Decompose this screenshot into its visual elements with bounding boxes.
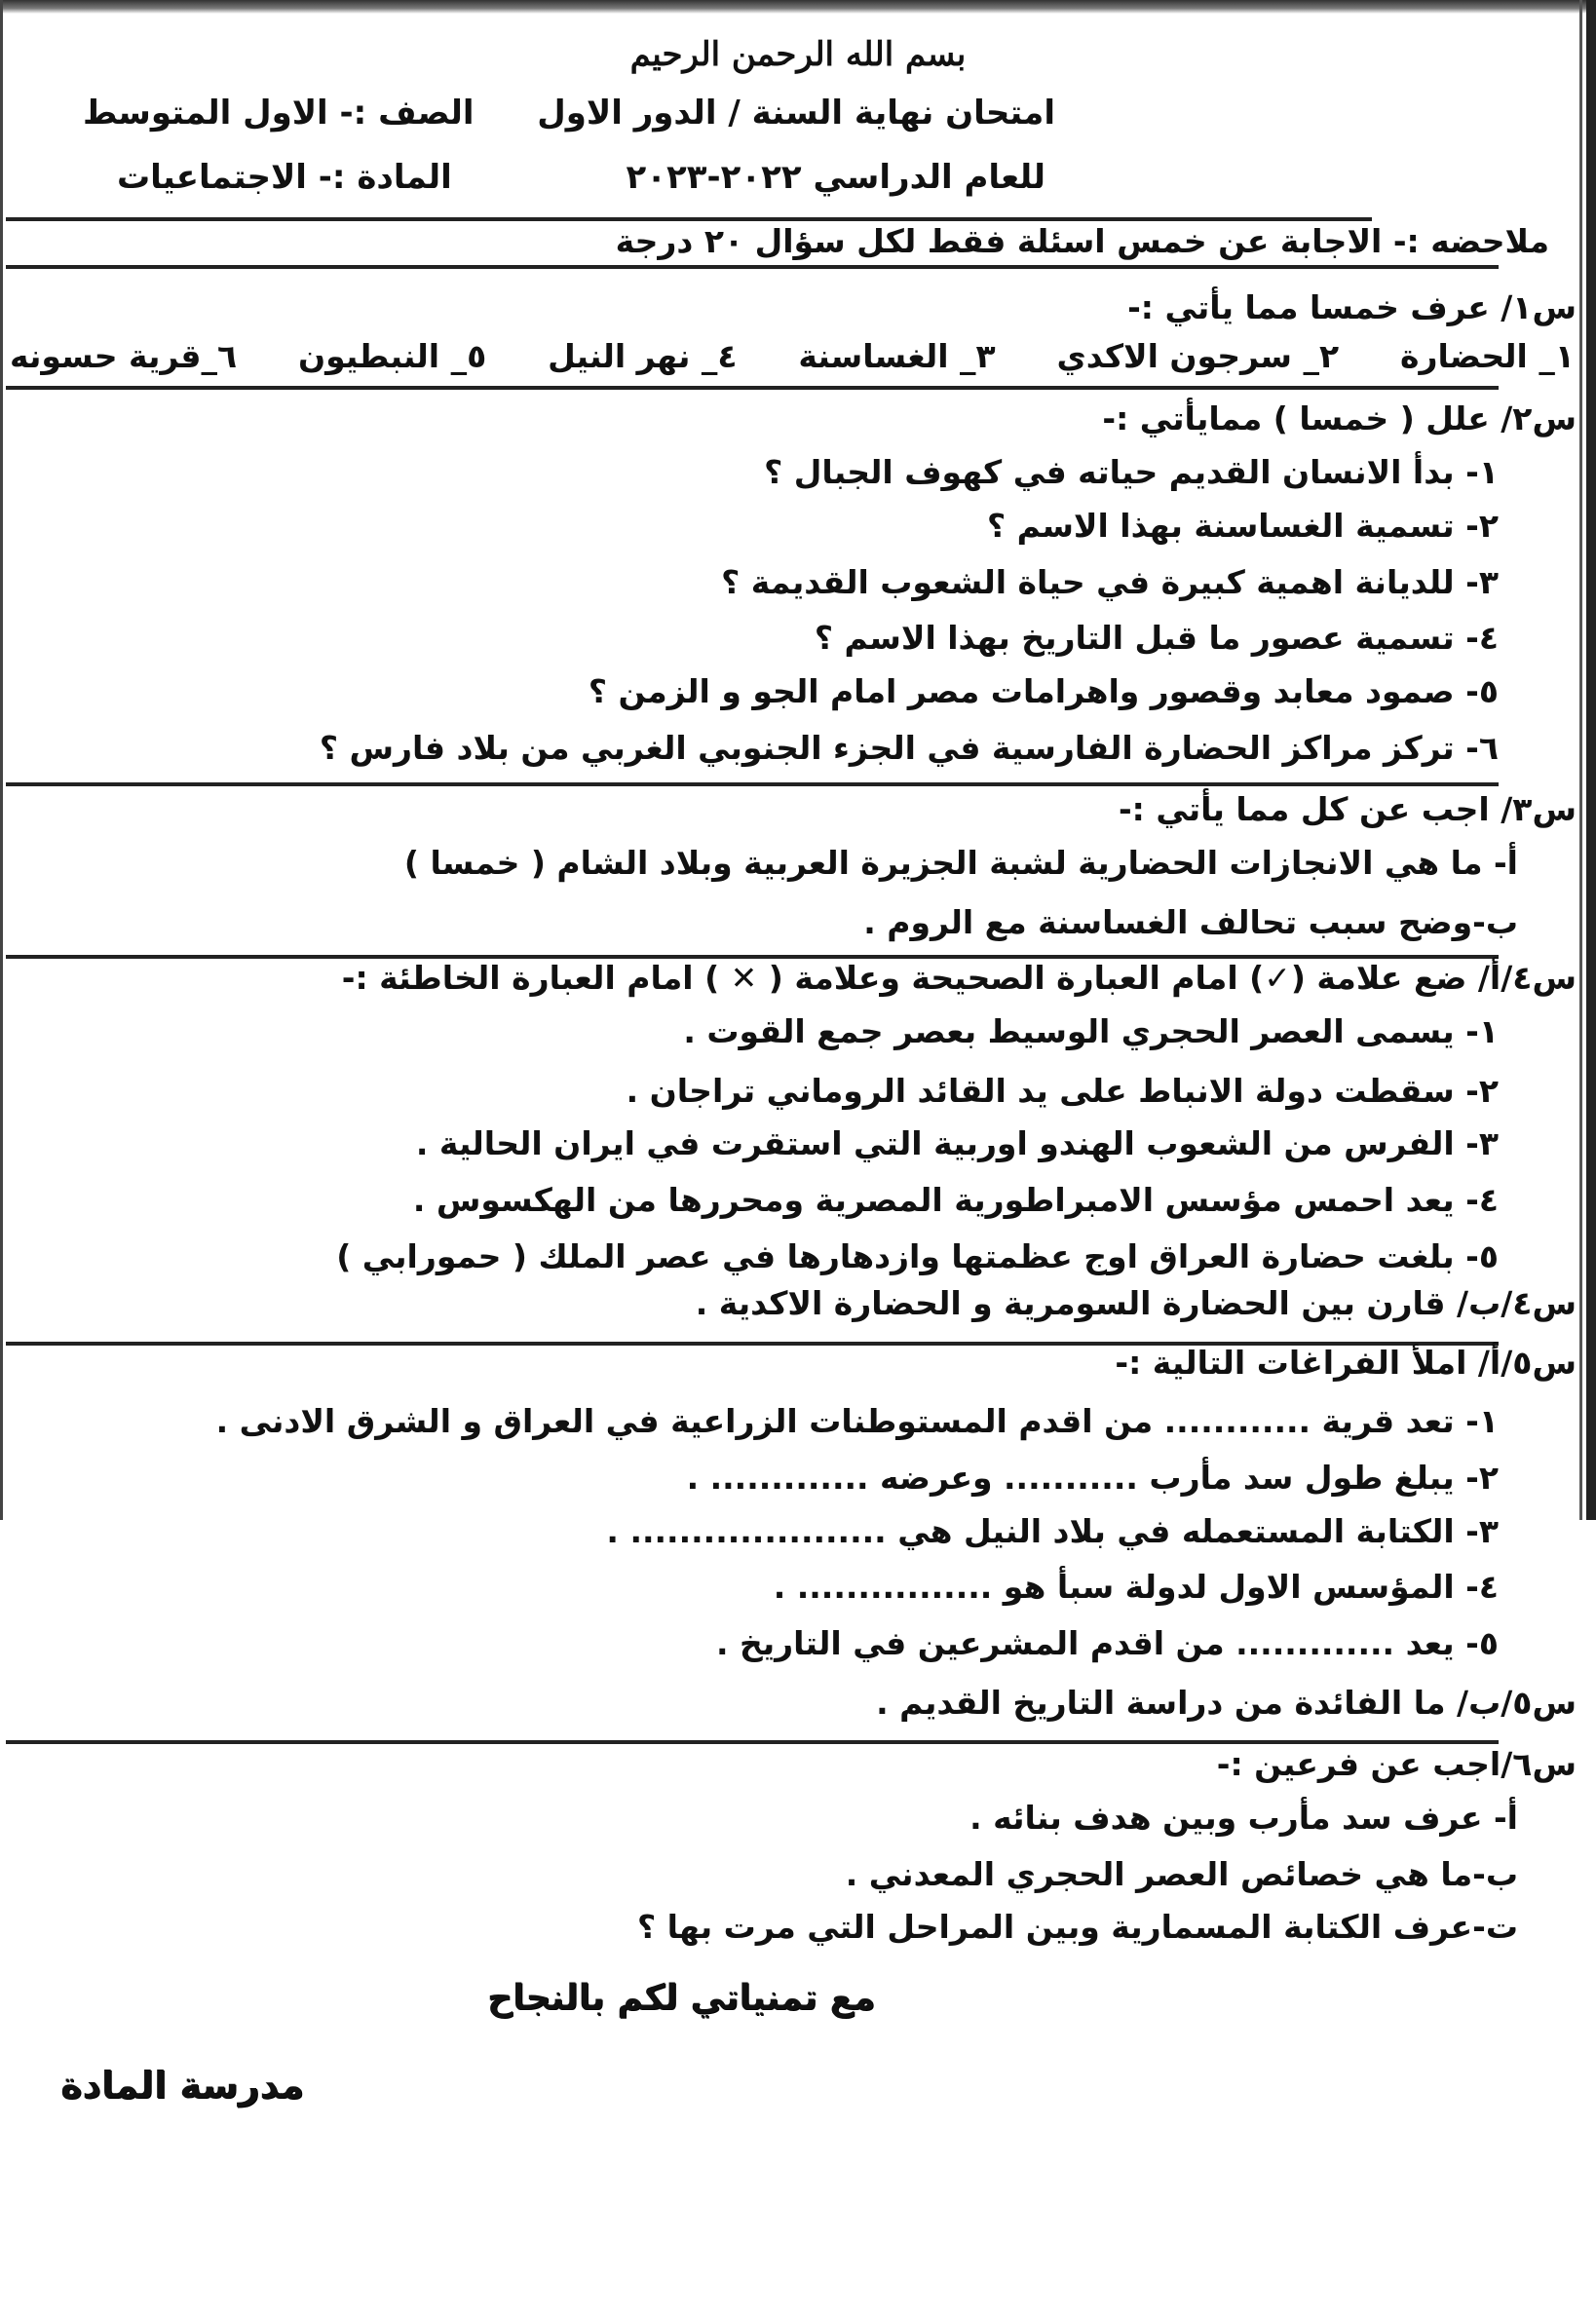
q2-item: ١- بدأ الانسان القديم حياته في كهوف الجبال ؟ [764,453,1499,491]
teacher-signature: مدرسة المادة [60,2064,304,2107]
page-frame-left [0,0,3,1520]
q4-item: ٣- الفرس من الشعوب الهندو اوربية التي استقرت في ايران الحالية . [415,1124,1499,1162]
q1-item: ٤_ نهر النيل [548,337,738,375]
page-frame-top [0,0,1596,14]
divider [6,386,1499,390]
q1-item: ٥_ النبطيون [297,337,487,375]
basmala: بسم الله الرحمن الرحيم [629,35,967,74]
page-frame-right-inner [1579,0,1582,1520]
page-frame-right [1586,0,1596,1520]
q1-item: ١_ الحضارة [1399,337,1575,375]
divider [6,217,1372,221]
q2-item: ٣- للديانة اهمية كبيرة في حياة الشعوب القديمة ؟ [721,563,1499,601]
divider [6,265,1499,269]
q6-item: ت-عرف الكتابة المسمارية وبين المراحل التي مرت بها ؟ [636,1908,1518,1946]
divider [6,1740,1499,1744]
q3-item: ب-وضح سبب تحالف الغساسنة مع الروم . [863,903,1518,941]
grade: الصف :- الاول المتوسط [83,94,475,133]
q2-heading: س٢/ علل ( خمسا ) ممايأتي :- [1102,399,1577,437]
q6-item: أ- عرف سد مأرب وبين هدف بنائه . [969,1799,1518,1837]
q5-item: ١- تعد قرية ............ من اقدم المستوطنات الزراعية في العراق و الشرق الادنى . [215,1402,1499,1440]
q3-heading: س٣/ اجب عن كل مما يأتي :- [1118,790,1577,828]
q1-item: ٦_قرية حسونه [10,337,238,375]
q1-item: ٢_ سرجون الاكدي [1056,337,1340,375]
q6-heading: س٦/اجب عن فرعين :- [1216,1745,1577,1783]
closing-wishes: مع تمنياتي لكم بالنجاح [487,1978,876,2018]
q5-item: ٤- المؤسس الاول لدولة سبأ هو ................ . [773,1568,1499,1606]
q2-item: ٦- تركز مراكز الحضارة الفارسية في الجزء الجنوبي الغربي من بلاد فارس ؟ [319,729,1499,767]
q6-item: ب-ما هي خصائص العصر الحجري المعدني . [845,1855,1518,1893]
q5-item: ٥- يعد ............. من اقدم المشرعين في التاريخ . [715,1624,1499,1662]
q4-part-b: س٤/ب/ قارن بين الحضارة السومرية و الحضارة الاكدية . [695,1284,1577,1322]
q4-heading: س٤/أ/ ضع علامة (✓) امام العبارة الصحيحة وعلامة ( ✕ ) امام العبارة الخاطئة :- [341,959,1577,997]
q5-heading: س٥/أ/ املأ الفراغات التالية :- [1115,1344,1577,1382]
q1-heading: س١/ عرف خمسا مما يأتي :- [1127,288,1577,326]
q5-item: ٢- يبلغ طول سد مأرب ........... وعرضه ............. . [686,1459,1499,1497]
q5-item: ٣- الكتابة المستعمله في بلاد النيل هي ..................... . [606,1512,1499,1550]
q4-item: ٥- بلغت حضارة العراق اوج عظمتها وازدهارها في عصر الملك ( حمورابي ) [336,1237,1499,1275]
q2-item: ٤- تسمية عصور ما قبل التاريخ بهذا الاسم ؟ [814,619,1499,657]
q4-item: ٤- يعد احمس مؤسس الامبراطورية المصرية ومحررها من الهكسوس . [412,1181,1499,1219]
subject: المادة :- الاجتماعيات [117,158,452,197]
q1-item: ٣_ الغساسنة [798,337,996,375]
q2-item: ٢- تسمية الغساسنة بهذا الاسم ؟ [986,507,1499,545]
academic-year: للعام الدراسي ٢٠٢٢-٢٠٢٣ [626,158,1045,197]
q4-item: ١- يسمى العصر الحجري الوسيط بعصر جمع القوت . [683,1012,1499,1050]
divider [6,782,1499,786]
q3-item: أ- ما هي الانجازات الحضارية لشبة الجزيرة العربية وبلاد الشام ( خمسا ) [403,844,1518,882]
instructions-note: ملاحضه :- الاجابة عن خمس اسئلة فقط لكل سؤال ٢٠ درجة [615,222,1549,260]
q5-part-b: س٥/ب/ ما الفائدة من دراسة التاريخ القديم . [876,1684,1577,1722]
q2-item: ٥- صمود معابد وقصور واهرامات مصر امام الجو و الزمن ؟ [588,672,1499,710]
exam-title: امتحان نهاية السنة / الدور الاول [537,94,1055,133]
q4-item: ٢- سقطت دولة الانباط على يد القائد الروماني تراجان . [626,1072,1499,1110]
q1-items [10,337,1575,375]
